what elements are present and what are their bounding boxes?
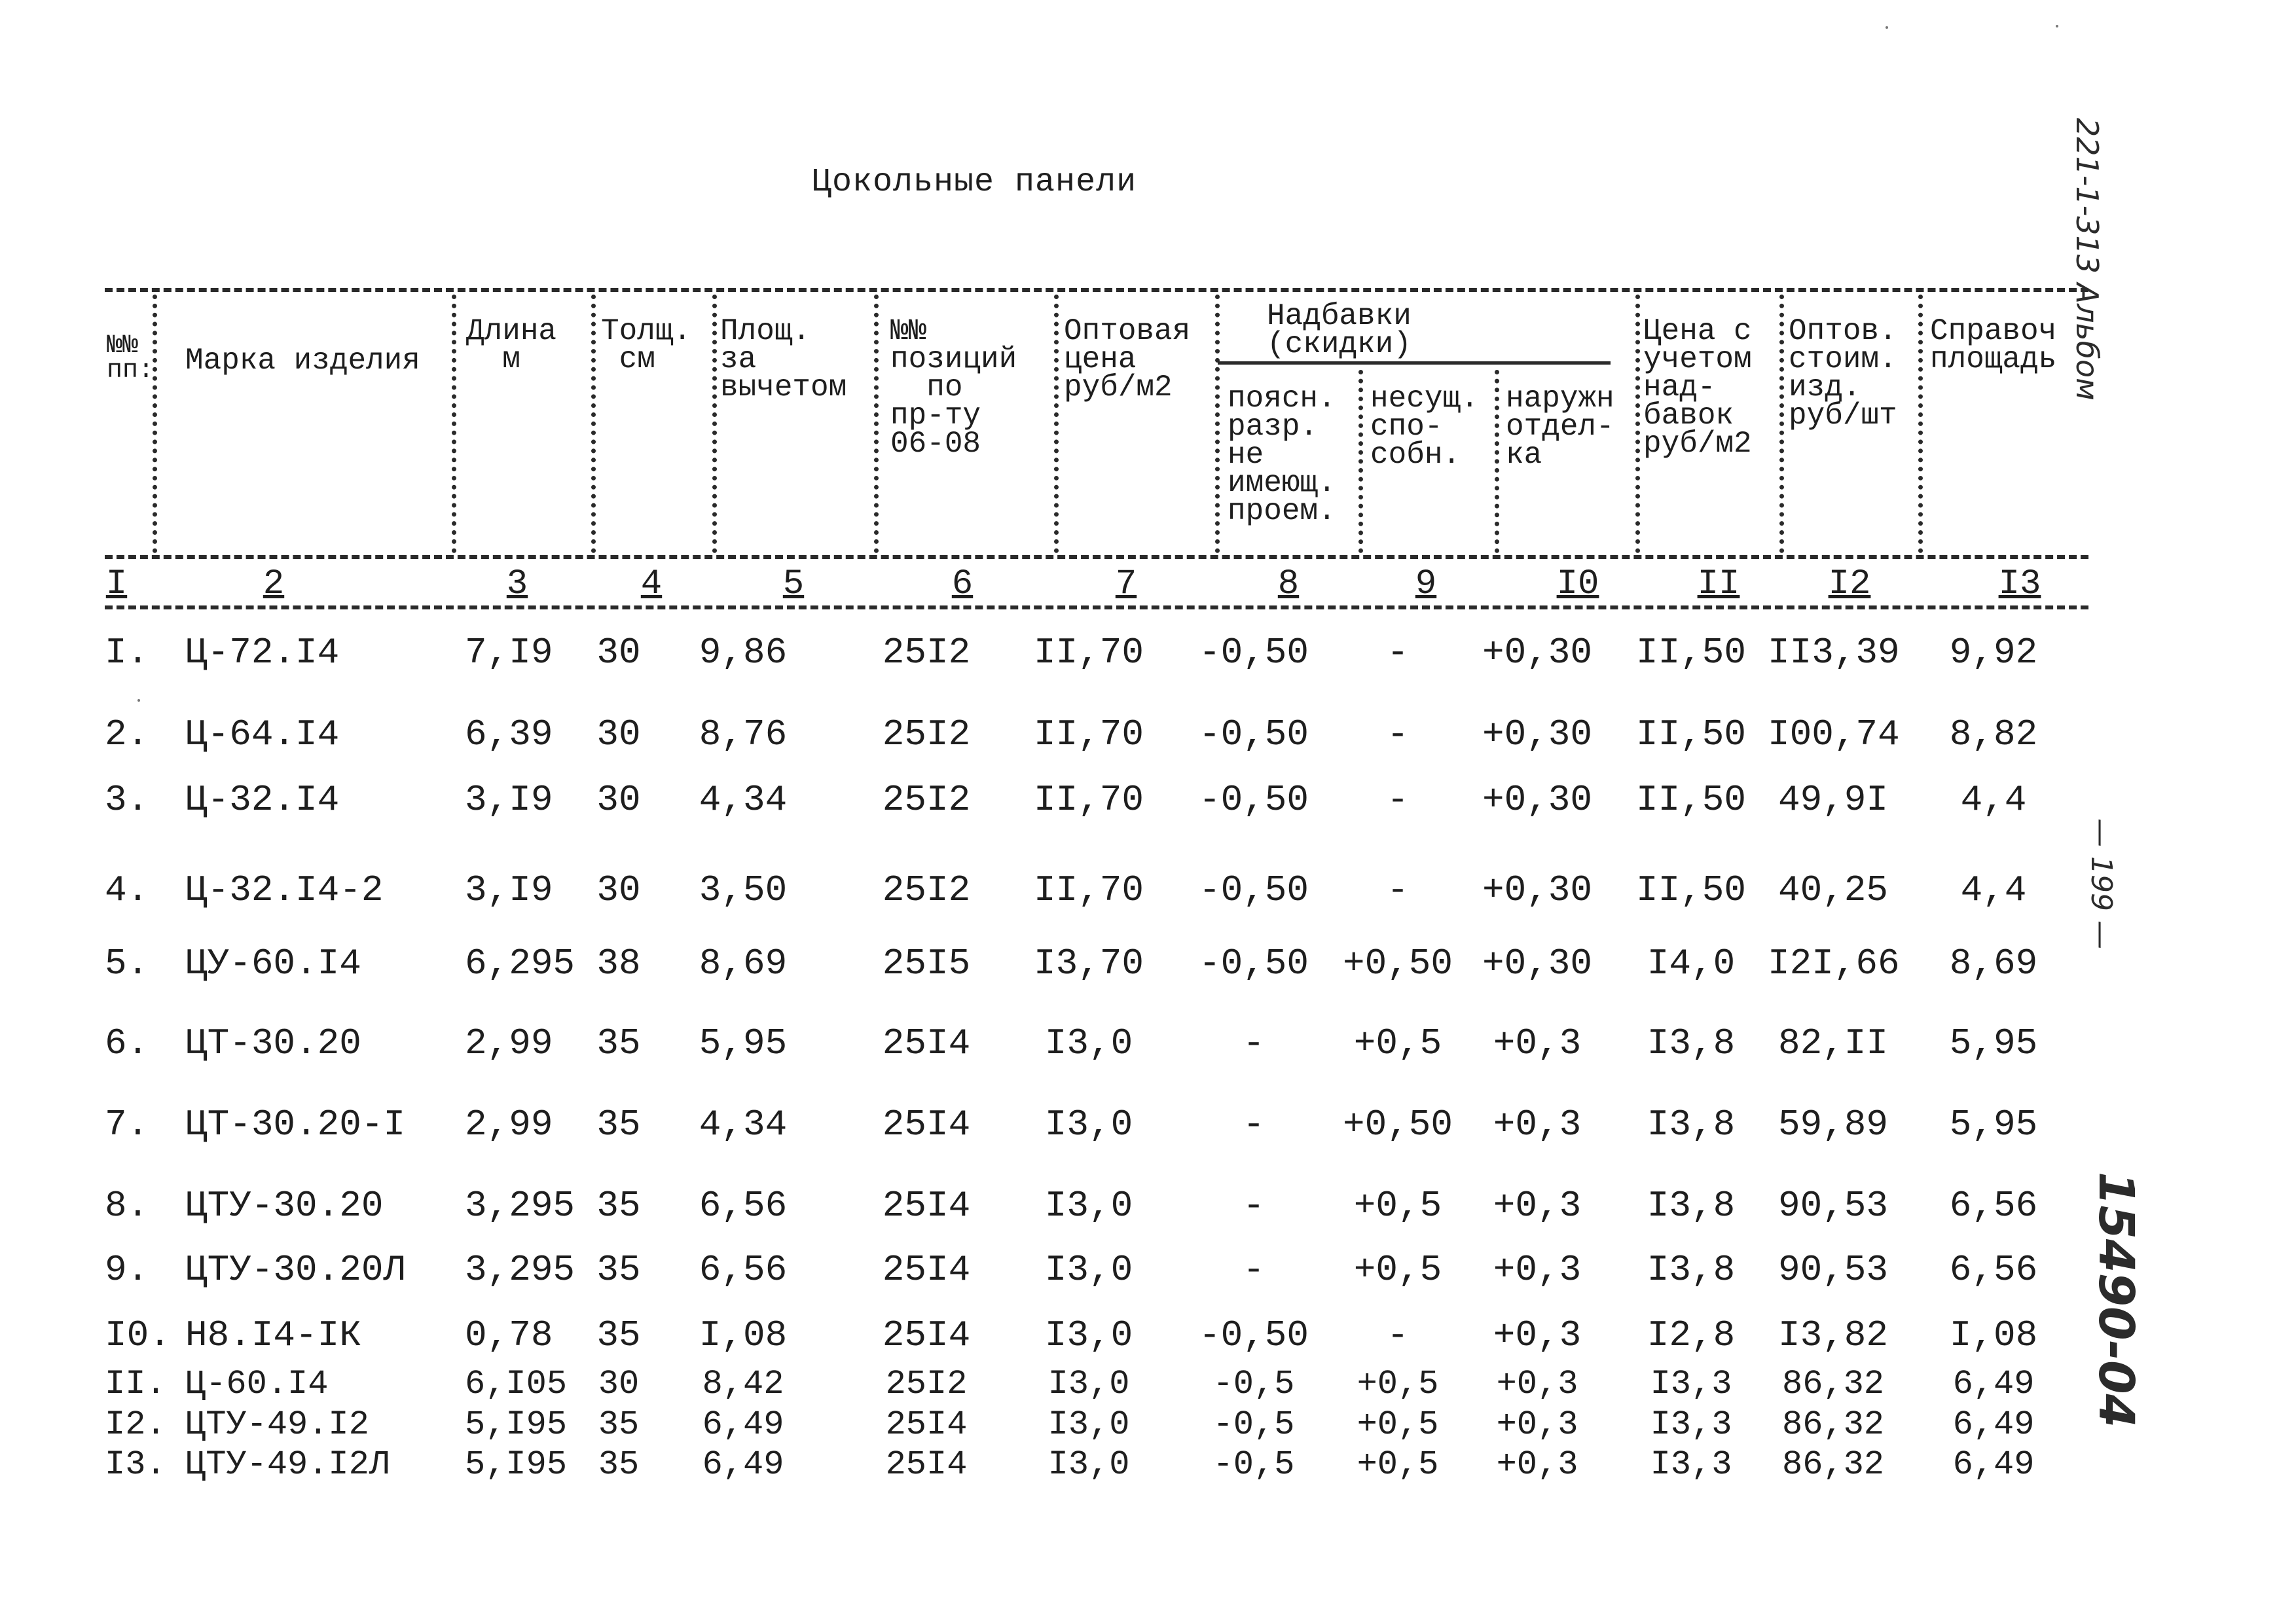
- cell-wholesale-cost: 90,53: [1777, 1249, 1889, 1291]
- cell-product-mark: Ц-32.I4-2: [185, 869, 384, 911]
- header-belt-sections: поясн. разр. не имеющ. проем.: [1228, 382, 1336, 528]
- cell-area-net: 8,69: [699, 943, 788, 984]
- cell-finish-surcharge: +0,3: [1493, 1104, 1582, 1146]
- page-title: Цокольные панели: [812, 164, 1137, 201]
- cell-price-with-surcharge: II,50: [1635, 713, 1747, 755]
- cell-position-no: 25I4: [882, 1022, 971, 1064]
- cell-thickness: 35: [596, 1314, 641, 1356]
- cell-wholesale-price: I3,0: [1048, 1365, 1130, 1403]
- cell-belt-surcharge: -: [1243, 1104, 1265, 1146]
- cell-length: 6,39: [465, 713, 553, 755]
- cell-length: 2,99: [465, 1022, 553, 1064]
- cell-row-number: 5.: [105, 943, 149, 984]
- cell-thickness: 30: [596, 713, 641, 755]
- header-price-with-surcharge: Цена с учетом над- бавок руб/м2: [1643, 314, 1752, 461]
- cell-price-with-surcharge: I3,8: [1647, 1249, 1736, 1291]
- header-length: Длина м: [466, 314, 557, 376]
- cell-area-net: 9,86: [699, 632, 788, 674]
- cell-belt-surcharge: -0,50: [1198, 869, 1309, 911]
- cell-thickness: 30: [596, 779, 641, 821]
- cell-row-number: 9.: [105, 1249, 149, 1291]
- cell-product-mark: Ц-72.I4: [185, 632, 340, 674]
- cell-reference-area: 9,92: [1949, 632, 2038, 674]
- side-note-bottom: 15490-04: [2088, 1172, 2144, 1428]
- colnum-10: I0: [1556, 564, 1599, 604]
- cell-bearing-surcharge: +0,5: [1353, 1249, 1442, 1291]
- cell-finish-surcharge: +0,3: [1496, 1445, 1578, 1484]
- col-sep-8: [1358, 370, 1363, 553]
- cell-position-no: 25I2: [882, 779, 971, 821]
- cell-area-net: 6,56: [699, 1185, 788, 1227]
- cell-product-mark: ЦТ-30.20-I: [185, 1104, 406, 1146]
- cell-row-number: 2.: [105, 713, 149, 755]
- col-sep-9: [1495, 370, 1499, 553]
- cell-finish-surcharge: +0,3: [1493, 1185, 1582, 1227]
- colnum-13: I3: [1998, 564, 2041, 604]
- cell-finish-surcharge: +0,3: [1493, 1022, 1582, 1064]
- cell-wholesale-price: II,70: [1033, 869, 1144, 911]
- cell-price-with-surcharge: I3,8: [1647, 1022, 1736, 1064]
- cell-row-number: 8.: [105, 1185, 149, 1227]
- header-top-rule: [105, 288, 2088, 292]
- colnum-bottom-rule: [105, 605, 2088, 609]
- col-sep-12: [1918, 295, 1923, 553]
- cell-reference-area: 4,4: [1960, 869, 2027, 911]
- cell-wholesale-price: I3,0: [1044, 1314, 1133, 1356]
- cell-reference-area: 4,4: [1960, 779, 2027, 821]
- colnum-12: I2: [1828, 564, 1871, 604]
- cell-wholesale-cost: 86,32: [1781, 1405, 1885, 1444]
- cell-wholesale-cost: 90,53: [1777, 1185, 1889, 1227]
- cell-product-mark: Ц-60.I4: [185, 1365, 329, 1403]
- cell-wholesale-price: I3,0: [1044, 1022, 1133, 1064]
- scan-speck: [1886, 26, 1888, 29]
- cell-belt-surcharge: -: [1243, 1249, 1265, 1291]
- colnum-2: 2: [263, 564, 285, 604]
- cell-position-no: 25I2: [882, 713, 971, 755]
- scan-speck: [137, 699, 140, 702]
- header-wholesale-cost: Оптов. стоим. изд. руб/шт: [1789, 314, 1897, 433]
- colnum-6: 6: [951, 564, 974, 604]
- cell-finish-surcharge: +0,30: [1482, 943, 1593, 984]
- cell-finish-surcharge: +0,30: [1482, 779, 1593, 821]
- cell-wholesale-price: I3,0: [1048, 1445, 1130, 1484]
- cell-product-mark: Н8.I4-IК: [185, 1314, 361, 1356]
- cell-wholesale-price: I3,70: [1033, 943, 1144, 984]
- cell-thickness: 35: [596, 1249, 641, 1291]
- cell-belt-surcharge: -0,50: [1198, 1314, 1309, 1356]
- cell-price-with-surcharge: II,50: [1635, 632, 1747, 674]
- cell-reference-area: 6,49: [1952, 1405, 2035, 1444]
- cell-wholesale-cost: 40,25: [1777, 869, 1889, 911]
- colnum-9: 9: [1415, 564, 1437, 604]
- header-reference-area: Справоч площадь: [1930, 314, 2057, 376]
- cell-length: 2,99: [465, 1104, 553, 1146]
- col-sep-2: [452, 295, 456, 553]
- cell-length: 3,I9: [465, 869, 553, 911]
- cell-wholesale-cost: 86,32: [1781, 1445, 1885, 1484]
- cell-belt-surcharge: -: [1243, 1022, 1265, 1064]
- cell-wholesale-cost: 59,89: [1777, 1104, 1889, 1146]
- cell-wholesale-price: II,70: [1033, 779, 1144, 821]
- col-sep-6: [1054, 295, 1059, 553]
- cell-product-mark: ЦТ-30.20: [185, 1022, 361, 1064]
- cell-wholesale-cost: II3,39: [1768, 632, 1900, 674]
- header-area: Площ. за вычетом: [720, 314, 847, 405]
- cell-finish-surcharge: +0,3: [1493, 1249, 1582, 1291]
- cell-belt-surcharge: -0,5: [1212, 1405, 1295, 1444]
- cell-length: 3,295: [465, 1249, 575, 1291]
- cell-thickness: 30: [598, 1365, 640, 1403]
- cell-product-mark: ЦТУ-30.20Л: [185, 1249, 406, 1291]
- col-sep-10: [1635, 295, 1640, 553]
- side-note-top: 221-1-313 Альбом: [2069, 118, 2105, 401]
- cell-product-mark: ЦТУ-30.20: [185, 1185, 384, 1227]
- cell-belt-surcharge: -: [1243, 1185, 1265, 1227]
- cell-row-number: I0.: [105, 1314, 171, 1356]
- cell-position-no: 25I2: [882, 869, 971, 911]
- cell-area-net: 8,76: [699, 713, 788, 755]
- cell-thickness: 35: [596, 1022, 641, 1064]
- cell-price-with-surcharge: II,50: [1635, 779, 1747, 821]
- cell-thickness: 30: [596, 869, 641, 911]
- cell-length: 7,I9: [465, 632, 553, 674]
- cell-position-no: 25I4: [882, 1249, 971, 1291]
- cell-finish-surcharge: +0,30: [1482, 632, 1593, 674]
- header-surcharges-group: Надбавки (скидки): [1267, 299, 1412, 361]
- cell-length: 0,78: [465, 1314, 553, 1356]
- cell-belt-surcharge: -0,50: [1198, 943, 1309, 984]
- cell-position-no: 25I4: [882, 1104, 971, 1146]
- cell-area-net: 3,50: [699, 869, 788, 911]
- col-sep-11: [1779, 295, 1784, 553]
- cell-thickness: 30: [596, 632, 641, 674]
- cell-finish-surcharge: +0,3: [1496, 1405, 1578, 1444]
- cell-area-net: 5,95: [699, 1022, 788, 1064]
- cell-area-net: 6,49: [702, 1405, 784, 1444]
- header-positions: №№ позиций по пр-ту 06-08: [890, 314, 1017, 461]
- cell-area-net: 8,42: [702, 1365, 784, 1403]
- cell-bearing-surcharge: +0,50: [1342, 943, 1453, 984]
- cell-bearing-surcharge: +0,5: [1357, 1405, 1439, 1444]
- cell-price-with-surcharge: I2,8: [1647, 1314, 1736, 1356]
- cell-price-with-surcharge: I4,0: [1647, 943, 1736, 984]
- cell-position-no: 25I2: [885, 1365, 968, 1403]
- cell-product-mark: ЦТУ-49.I2: [185, 1405, 369, 1444]
- cell-row-number: II.: [105, 1365, 166, 1403]
- cell-thickness: 35: [598, 1405, 640, 1444]
- cell-product-mark: ЦУ-60.I4: [185, 943, 361, 984]
- header-wholesale-price: Оптовая цена руб/м2: [1064, 314, 1191, 405]
- cell-price-with-surcharge: II,50: [1635, 869, 1747, 911]
- cell-position-no: 25I4: [885, 1445, 968, 1484]
- cell-bearing-surcharge: +0,50: [1342, 1104, 1453, 1146]
- cell-price-with-surcharge: I3,3: [1650, 1365, 1732, 1403]
- cell-thickness: 35: [598, 1445, 640, 1484]
- cell-product-mark: Ц-32.I4: [185, 779, 340, 821]
- cell-row-number: 6.: [105, 1022, 149, 1064]
- cell-wholesale-cost: I2I,66: [1768, 943, 1900, 984]
- cell-bearing-surcharge: +0,5: [1353, 1022, 1442, 1064]
- cell-wholesale-price: I3,0: [1048, 1405, 1130, 1444]
- cell-price-with-surcharge: I3,3: [1650, 1445, 1732, 1484]
- cell-position-no: 25I4: [885, 1405, 968, 1444]
- cell-bearing-surcharge: -: [1387, 713, 1409, 755]
- cell-bearing-surcharge: -: [1387, 1314, 1409, 1356]
- cell-reference-area: 6,56: [1949, 1185, 2038, 1227]
- cell-wholesale-cost: 49,9I: [1777, 779, 1889, 821]
- colnum-3: 3: [506, 564, 528, 604]
- cell-bearing-surcharge: -: [1387, 632, 1409, 674]
- cell-belt-surcharge: -0,50: [1198, 632, 1309, 674]
- cell-reference-area: 8,82: [1949, 713, 2038, 755]
- cell-row-number: I2.: [105, 1405, 166, 1444]
- cell-area-net: 4,34: [699, 779, 788, 821]
- colnum-11: II: [1697, 564, 1740, 604]
- cell-wholesale-cost: I3,82: [1777, 1314, 1889, 1356]
- cell-area-net: I,08: [699, 1314, 788, 1356]
- cell-length: 3,I9: [465, 779, 553, 821]
- cell-length: 5,I95: [465, 1405, 568, 1444]
- side-note-page: — 199 —: [2085, 818, 2118, 949]
- colnum-5: 5: [782, 564, 805, 604]
- cell-length: 5,I95: [465, 1445, 568, 1484]
- cell-area-net: 4,34: [699, 1104, 788, 1146]
- cell-reference-area: 8,69: [1949, 943, 2038, 984]
- scan-speck: [2056, 25, 2058, 27]
- cell-length: 6,295: [465, 943, 575, 984]
- col-sep-4: [712, 295, 717, 553]
- cell-price-with-surcharge: I3,8: [1647, 1185, 1736, 1227]
- header-bottom-rule: [105, 555, 2088, 559]
- cell-bearing-surcharge: -: [1387, 779, 1409, 821]
- cell-finish-surcharge: +0,30: [1482, 713, 1593, 755]
- cell-wholesale-cost: 82,II: [1777, 1022, 1889, 1064]
- cell-wholesale-price: I3,0: [1044, 1249, 1133, 1291]
- cell-wholesale-price: I3,0: [1044, 1104, 1133, 1146]
- cell-row-number: I3.: [105, 1445, 166, 1484]
- colnum-1: I: [105, 564, 128, 604]
- header-mark: Марка изделия: [185, 344, 420, 378]
- col-sep-7: [1215, 295, 1220, 553]
- cell-length: 3,295: [465, 1185, 575, 1227]
- cell-finish-surcharge: +0,30: [1482, 869, 1593, 911]
- cell-row-number: 3.: [105, 779, 149, 821]
- header-thickness: Толщ. см: [601, 314, 692, 376]
- cell-bearing-surcharge: +0,5: [1357, 1365, 1439, 1403]
- cell-wholesale-cost: I00,74: [1768, 713, 1900, 755]
- cell-reference-area: 5,95: [1949, 1104, 2038, 1146]
- cell-position-no: 25I4: [882, 1185, 971, 1227]
- colnum-7: 7: [1115, 564, 1137, 604]
- cell-row-number: 7.: [105, 1104, 149, 1146]
- cell-wholesale-price: II,70: [1033, 632, 1144, 674]
- cell-belt-surcharge: -0,50: [1198, 713, 1309, 755]
- cell-price-with-surcharge: I3,3: [1650, 1405, 1732, 1444]
- cell-reference-area: I,08: [1949, 1314, 2038, 1356]
- cell-position-no: 25I4: [882, 1314, 971, 1356]
- cell-product-mark: Ц-64.I4: [185, 713, 340, 755]
- cell-price-with-surcharge: I3,8: [1647, 1104, 1736, 1146]
- cell-position-no: 25I5: [882, 943, 971, 984]
- cell-belt-surcharge: -0,5: [1212, 1365, 1295, 1403]
- cell-row-number: I.: [105, 632, 149, 674]
- header-bearing: несущ. спо- собн.: [1370, 382, 1479, 472]
- cell-reference-area: 6,56: [1949, 1249, 2038, 1291]
- cell-reference-area: 5,95: [1949, 1022, 2038, 1064]
- col-sep-5: [874, 295, 879, 553]
- cell-reference-area: 6,49: [1952, 1365, 2035, 1403]
- cell-belt-surcharge: -0,5: [1212, 1445, 1295, 1484]
- cell-finish-surcharge: +0,3: [1493, 1314, 1582, 1356]
- cell-reference-area: 6,49: [1952, 1445, 2035, 1484]
- colnum-4: 4: [640, 564, 663, 604]
- cell-length: 6,I05: [465, 1365, 568, 1403]
- cell-wholesale-cost: 86,32: [1781, 1365, 1885, 1403]
- cell-area-net: 6,56: [699, 1249, 788, 1291]
- cell-thickness: 35: [596, 1104, 641, 1146]
- cell-bearing-surcharge: +0,5: [1353, 1185, 1442, 1227]
- cell-position-no: 25I2: [882, 632, 971, 674]
- cell-thickness: 35: [596, 1185, 641, 1227]
- cell-row-number: 4.: [105, 869, 149, 911]
- cell-bearing-surcharge: +0,5: [1357, 1445, 1439, 1484]
- group-underline: [1218, 361, 1611, 365]
- header-num: №№ пп:: [107, 331, 155, 386]
- cell-belt-surcharge: -0,50: [1198, 779, 1309, 821]
- cell-wholesale-price: I3,0: [1044, 1185, 1133, 1227]
- cell-area-net: 6,49: [702, 1445, 784, 1484]
- cell-finish-surcharge: +0,3: [1496, 1365, 1578, 1403]
- cell-wholesale-price: II,70: [1033, 713, 1144, 755]
- cell-product-mark: ЦТУ-49.I2Л: [185, 1445, 390, 1484]
- col-sep-3: [591, 295, 596, 553]
- colnum-8: 8: [1277, 564, 1300, 604]
- header-finish: наружн отдел- ка: [1506, 382, 1614, 472]
- cell-bearing-surcharge: -: [1387, 869, 1409, 911]
- cell-thickness: 38: [596, 943, 641, 984]
